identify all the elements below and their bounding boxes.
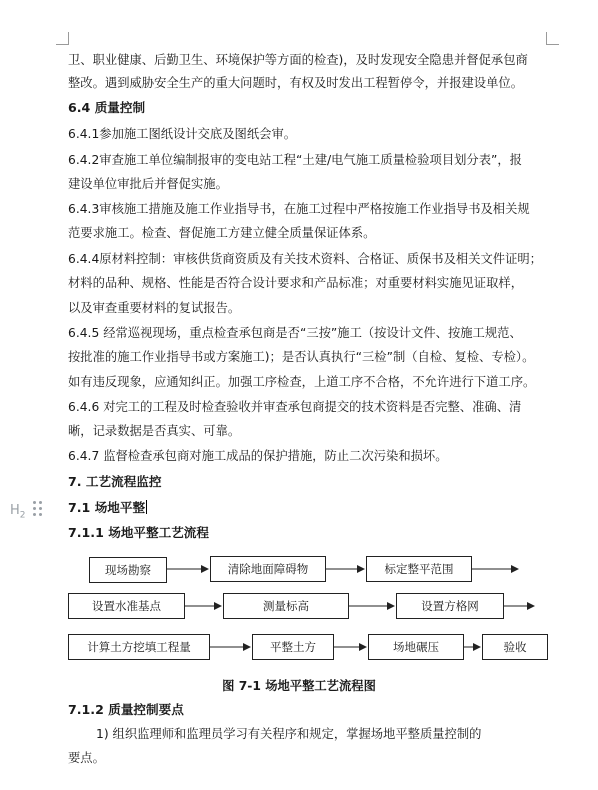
paragraph-line: 6.4.3审核施工措施及施工作业指导书，在施工过程中严格按施工作业指导书及相关规	[68, 202, 530, 216]
flow-box: 现场勘察	[89, 557, 167, 583]
paragraph-line: 6.4.2审查施工单位编制报审的变电站工程“土建/电气施工质量检验项目划分表”，报	[68, 153, 522, 167]
subsection-heading[interactable]: 7.1 场地平整	[68, 500, 146, 515]
paragraph-line: 按批准的施工作业指导书或方案施工)；是否认真执行“三检”制（自检、复检、专检）。	[68, 350, 535, 364]
flow-box: 设置方格网	[396, 593, 504, 619]
paragraph-line: 建设单位审批后并督促实施。	[68, 177, 228, 191]
page-corner-mark	[56, 32, 69, 45]
section-heading: 6.4 质量控制	[68, 100, 146, 115]
flow-box: 计算土方挖填工程量	[68, 634, 210, 660]
paragraph-line: 要点。	[68, 751, 105, 765]
paragraph-line: 范要求施工。检查、督促施工方建立健全质量保证体系。	[68, 226, 376, 240]
flow-box: 清除地面障碍物	[210, 556, 326, 582]
paragraph-line: 如有违反现象，应通知纠正。加强工序检查，上道工序不合格，不允许进行下道工序。	[68, 375, 536, 389]
paragraph-line: 6.4.5 经常巡视现场，重点检查承包商是否“三按”施工（按设计文件、按施工规范、	[68, 326, 522, 340]
section-heading: 7. 工艺流程监控	[68, 474, 162, 489]
drag-handle-icon[interactable]	[33, 501, 42, 517]
subsection-heading: 7.1.2 质量控制要点	[68, 702, 184, 717]
paragraph-line: 6.4.7 监督检查承包商对施工成品的保护措施，防止二次污染和损坏。	[68, 449, 448, 463]
flow-box: 验收	[482, 634, 548, 660]
flow-box: 测量标高	[223, 593, 349, 619]
paragraph-line: 6.4.4原材料控制：审核供货商资质及有关技术资料、合格证、质保书及相关文件证明；	[68, 252, 542, 266]
flow-box: 场地碾压	[368, 634, 464, 660]
paragraph-line: 6.4.1参加施工图纸设计交底及图纸会审。	[68, 127, 297, 141]
paragraph-line: 6.4.6 对完工的工程及时检查验收并审查承包商提交的技术资料是否完整、准确、清	[68, 400, 522, 414]
subsection-heading: 7.1.1 场地平整工艺流程	[68, 525, 209, 540]
paragraph-line: 晰，记录数据是否真实、可靠。	[68, 424, 241, 438]
heading-level-marker[interactable]: $H_2$	[10, 503, 26, 521]
page-corner-mark	[546, 32, 559, 45]
flow-box: 设置水准基点	[68, 593, 185, 619]
paragraph-line: 1) 组织监理师和监理员学习有关程序和规定，掌握场地平整质量控制的	[96, 727, 482, 741]
figure-caption: 图 7-1 场地平整工艺流程图	[222, 679, 376, 693]
paragraph-line: 以及审查重要材料的复试报告。	[68, 301, 241, 315]
paragraph-line: 材料的品种、规格、性能是否符合设计要求和产品标准；对重要材料实施见证取样，	[68, 276, 523, 290]
text-cursor	[146, 500, 147, 514]
paragraph-line: 卫、职业健康、后勤卫生、环境保护等方面的检查)，及时发现安全隐患并督促承包商	[68, 53, 528, 67]
flow-box: 平整土方	[252, 634, 334, 660]
paragraph-line: 整改。遇到威胁安全生产的重大问题时，有权及时发出工程暂停令，并报建设单位。	[68, 76, 523, 90]
flow-box: 标定整平范围	[366, 556, 472, 582]
